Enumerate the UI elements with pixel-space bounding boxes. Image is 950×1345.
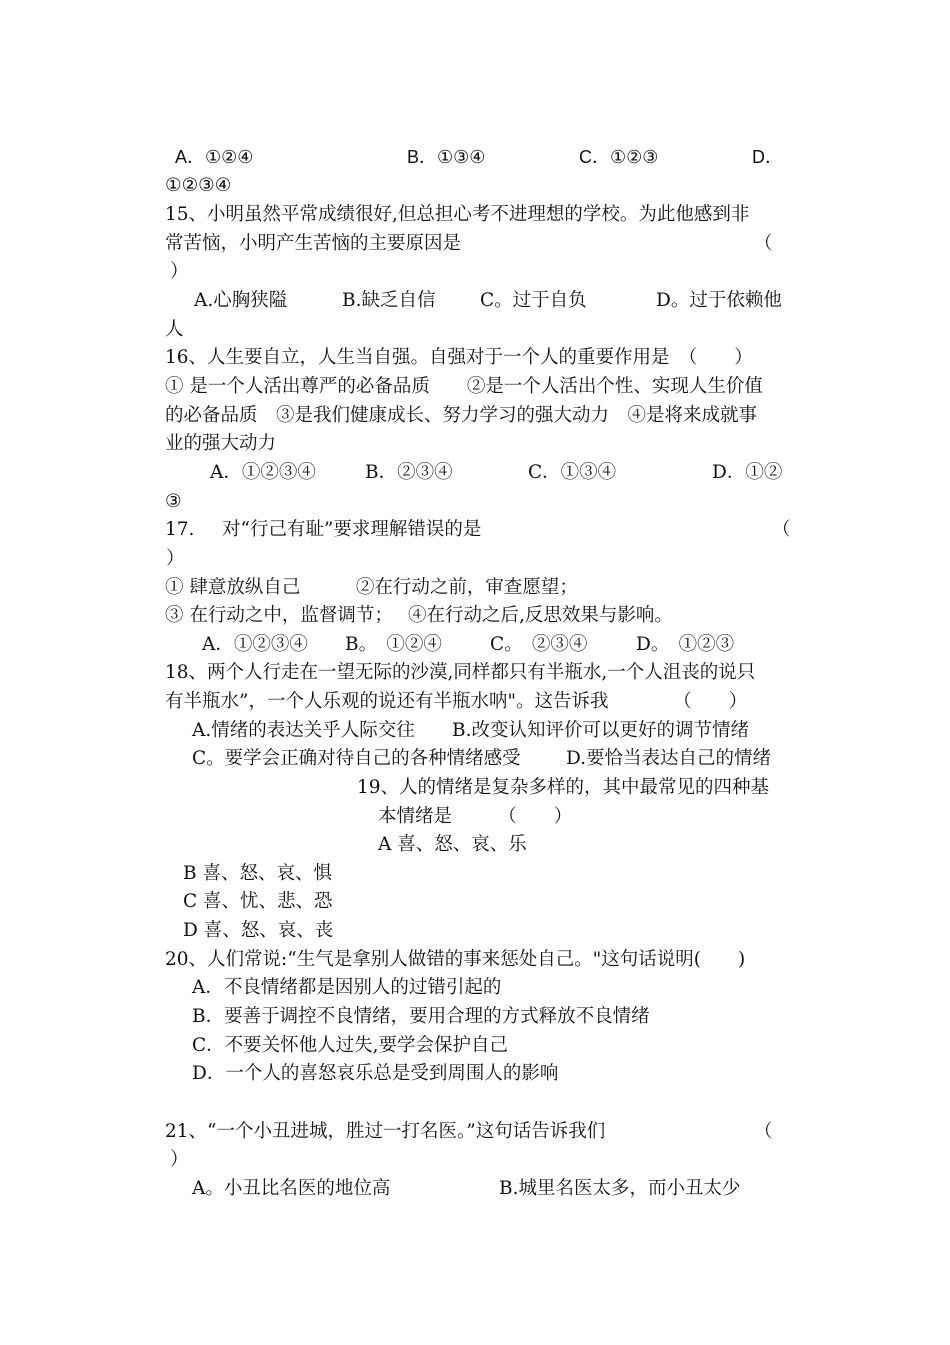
prev-option-b: B．①③④ xyxy=(407,147,486,167)
q15-option-d: D。过于依赖他 xyxy=(656,290,782,311)
prev-option-c: C．①②③ xyxy=(579,147,659,167)
q17-statement-line1: ① 肆意放纵自己 ②在行动之前，审查愿望； xyxy=(165,577,578,598)
q20-option-b: B．要善于调控不良情绪，要用合理的方式释放不良情绪 xyxy=(192,1006,650,1027)
q15-answer-paren-open: （ xyxy=(754,233,773,254)
q20-stem: 20、人们常说:“生气是拿别人做错的事来惩处自己。"这句话说明( ) xyxy=(165,949,746,970)
prev-option-d-continued: ①②③④ xyxy=(165,175,232,196)
q15-answer-paren-close: ） xyxy=(170,261,189,282)
q18-stem-line2: 有半瓶水”，一个人乐观的说还有半瓶水呐"。这告诉我 （ ） xyxy=(165,691,748,712)
q20-option-c: C．不要关怀他人过失,要学会保护自己 xyxy=(192,1035,509,1056)
q19-option-a: A 喜、怒、哀、乐 xyxy=(378,834,527,855)
q18-option-c: C。要学会正确对待自己的各种情绪感受 xyxy=(192,748,521,769)
q17-stem: 对“行己有耻”要求理解错误的是 xyxy=(222,519,482,540)
q20-option-d: D．一个人的喜怒哀乐总是受到周围人的影响 xyxy=(192,1063,559,1084)
prev-option-d: D． xyxy=(752,147,783,167)
q15-option-a: A.心胸狭隘 xyxy=(194,290,288,311)
q17-option-a: A．①②③④ xyxy=(202,634,308,655)
q15-option-c: C。过于自负 xyxy=(480,290,587,311)
q17-answer-paren-open: （ xyxy=(772,519,791,540)
prev-option-a: A．①②④ xyxy=(175,147,254,167)
q16-option-d: D．①② xyxy=(712,462,783,483)
q16-stem-line3: 的必备品质 ③是我们健康成长、努力学习的强大动力 ④是将来成就事 xyxy=(165,405,758,426)
q16-stem-line2: ① 是一个人活出尊严的必备品质 ②是一个人活出个性、实现人生价值 xyxy=(165,376,763,397)
q21-option-b: B.城里名医太多，而小丑太少 xyxy=(499,1178,741,1199)
q21-stem: 21、“一个小丑进城，胜过一打名医。”这句话告诉我们 xyxy=(165,1121,606,1142)
q21-answer-paren-close: ） xyxy=(170,1149,189,1170)
q17-statement-line2: ③ 在行动之中，监督调节； ④在行动之后,反思效果与影响。 xyxy=(165,605,673,626)
q19-stem-line1: 19、人的情绪是复杂多样的，其中最常见的四种基 xyxy=(357,777,770,798)
q15-stem-line1: 15、小明虽然平常成绩很好,但总担心考不进理想的学校。为此他感到非 xyxy=(165,204,750,225)
q17-option-d: D。 ①②③ xyxy=(636,634,735,655)
q16-option-c: C．①③④ xyxy=(528,462,617,483)
q21-answer-paren-open: （ xyxy=(754,1121,773,1142)
q19-stem-line2: 本情绪是 （ ） xyxy=(378,806,573,827)
q16-option-a: A．①②③④ xyxy=(210,462,316,483)
q18-option-d: D.要恰当表达自己的情绪 xyxy=(566,748,772,769)
q19-option-c: C 喜、忧、悲、恐 xyxy=(183,891,333,912)
q16-option-b: B．②③④ xyxy=(365,462,453,483)
q16-stem-line4: 业的强大动力 xyxy=(165,433,277,454)
q15-option-b: B.缺乏自信 xyxy=(342,290,436,311)
q15-option-d-continued: 人 xyxy=(165,319,184,340)
q18-stem-line1: 18、两个人行走在一望无际的沙漠,同样都只有半瓶水,一个人沮丧的说只 xyxy=(165,662,756,683)
q18-option-a: A.情绪的表达关乎人际交往 xyxy=(192,720,415,741)
q19-option-b: B 喜、怒、哀、惧 xyxy=(183,863,332,884)
q18-option-b: B.改变认知评价可以更好的调节情绪 xyxy=(452,720,749,741)
q17-option-b: B。 ①②④ xyxy=(345,634,442,655)
q17-option-c: C。 ②③④ xyxy=(490,634,588,655)
q21-option-a: A。小丑比名医的地位高 xyxy=(192,1178,391,1199)
q20-option-a: A．不良情绪都是因别人的过错引起的 xyxy=(192,977,502,998)
q16-stem-line1: 16、人生要自立，人生当自强。自强对于一个人的重要作用是 （ ） xyxy=(165,347,753,368)
q17-number: 17. xyxy=(165,519,195,540)
q17-answer-paren-close: ） xyxy=(166,548,185,569)
q15-stem-line2: 常苦恼，小明产生苦恼的主要原因是 xyxy=(165,233,462,254)
q19-option-d: D 喜、怒、哀、丧 xyxy=(183,920,334,941)
q16-option-d-continued: ③ xyxy=(165,491,182,512)
